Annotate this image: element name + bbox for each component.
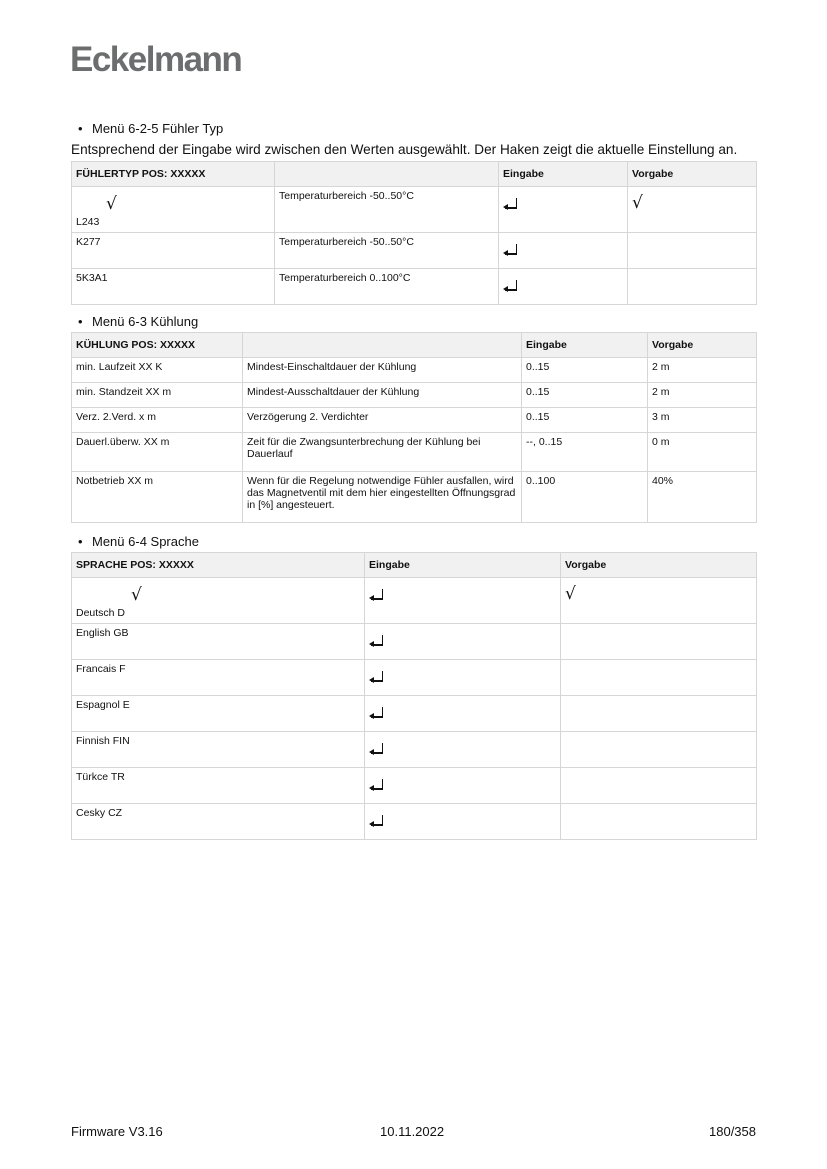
table-header-row <box>72 162 757 187</box>
parameter-input-range: 0..15 <box>522 383 648 408</box>
input-cell <box>365 578 561 624</box>
default-cell <box>561 768 757 804</box>
option-label: K277 <box>72 233 275 269</box>
column-header: Vorgabe <box>561 553 757 578</box>
parameter-name: Verz. 2.Verd. x m <box>72 408 243 433</box>
table-row <box>72 269 757 305</box>
parameter-description: Verzögerung 2. Verdichter <box>243 408 522 433</box>
table-row <box>72 578 757 624</box>
enter-key-icon <box>369 779 385 793</box>
enter-key-icon <box>503 280 519 294</box>
column-header <box>275 162 499 187</box>
table-row <box>72 696 757 732</box>
description-cell: Temperaturbereich -50..50°C <box>275 233 499 269</box>
intro-text: Entsprechend der Eingabe wird zwischen den Werten ausgewählt. Der Haken zeigt die aktuelle Einstellung an. <box>71 142 738 157</box>
table-row <box>72 768 757 804</box>
default-cell <box>561 732 757 768</box>
option-cell <box>72 187 275 233</box>
enter-key-icon <box>503 198 519 212</box>
input-cell <box>365 696 561 732</box>
table-header-row <box>72 553 757 578</box>
table-row <box>72 187 757 233</box>
check-mark-icon: √ <box>131 585 142 605</box>
check-mark-icon: √ <box>565 584 576 604</box>
default-cell <box>628 187 757 233</box>
column-header: Eingabe <box>499 162 628 187</box>
language-label: Türkce TR <box>72 768 365 804</box>
column-header: Eingabe <box>365 553 561 578</box>
option-label: 5K3A1 <box>72 269 275 305</box>
option-label: L243 <box>76 216 100 228</box>
default-cell <box>561 696 757 732</box>
input-cell <box>365 732 561 768</box>
enter-key-icon <box>369 707 385 721</box>
table-header-row <box>72 333 757 358</box>
default-cell <box>628 233 757 269</box>
column-header: KÜHLUNG POS: XXXXX <box>72 333 243 358</box>
footer-page-number: 180/358 <box>709 1124 756 1139</box>
sprache-table <box>71 552 757 840</box>
input-cell <box>365 660 561 696</box>
description-cell: Temperaturbereich 0..100°C <box>275 269 499 305</box>
default-cell <box>561 804 757 840</box>
column-header: FÜHLERTYP POS: XXXXX <box>72 162 275 187</box>
column-header <box>243 333 522 358</box>
language-label: Francais F <box>72 660 365 696</box>
language-label: English GB <box>72 624 365 660</box>
default-cell <box>561 660 757 696</box>
kuehlung-table <box>71 332 757 523</box>
input-cell <box>499 233 628 269</box>
input-cell <box>365 624 561 660</box>
fuehlertyp-table <box>71 161 757 305</box>
input-cell <box>365 804 561 840</box>
parameter-default: 2 m <box>648 383 757 408</box>
enter-key-icon <box>369 589 385 603</box>
parameter-default: 40% <box>648 472 757 523</box>
footer-date: 10.11.2022 <box>380 1124 445 1139</box>
enter-key-icon <box>369 635 385 649</box>
parameter-name: min. Laufzeit XX K <box>72 358 243 383</box>
parameter-description: Wenn für die Regelung notwendige Fühler ausfallen, wird das Magnetventil mit dem hier eingestellten Öffnungsgrad in [%] angesteuert. <box>243 472 522 523</box>
section-heading-sprache: • Menü 6-4 Sprache <box>78 534 199 549</box>
parameter-name: Notbetrieb XX m <box>72 472 243 523</box>
language-label: Espagnol E <box>72 696 365 732</box>
input-cell <box>499 269 628 305</box>
table-row <box>72 408 757 433</box>
table-row <box>72 660 757 696</box>
table-row <box>72 624 757 660</box>
parameter-name: Dauerl.überw. XX m <box>72 433 243 472</box>
description-cell: Temperaturbereich -50..50°C <box>275 187 499 233</box>
parameter-input-range: 0..15 <box>522 358 648 383</box>
table-row <box>72 732 757 768</box>
table-row <box>72 233 757 269</box>
parameter-default: 3 m <box>648 408 757 433</box>
column-header: Vorgabe <box>628 162 757 187</box>
language-label: Deutsch D <box>76 607 126 619</box>
parameter-input-range: --, 0..15 <box>522 433 648 472</box>
parameter-description: Zeit für die Zwangsunterbrechung der Kühlung bei Dauerlauf <box>243 433 522 472</box>
parameter-name: min. Standzeit XX m <box>72 383 243 408</box>
footer-firmware: Firmware V3.16 <box>71 1124 163 1139</box>
column-header: Eingabe <box>522 333 648 358</box>
section-heading-kuehlung: • Menü 6-3 Kühlung <box>78 314 199 329</box>
column-header: Vorgabe <box>648 333 757 358</box>
table-row <box>72 383 757 408</box>
table-row <box>72 472 757 523</box>
input-cell <box>499 187 628 233</box>
check-mark-icon: √ <box>632 193 643 213</box>
company-logo: Eckelmann <box>70 40 242 79</box>
parameter-default: 0 m <box>648 433 757 472</box>
column-header: SPRACHE POS: XXXXX <box>72 553 365 578</box>
enter-key-icon <box>369 671 385 685</box>
language-cell <box>72 578 365 624</box>
table-row <box>72 358 757 383</box>
enter-key-icon <box>503 244 519 258</box>
input-cell <box>365 768 561 804</box>
enter-key-icon <box>369 743 385 757</box>
default-cell <box>561 578 757 624</box>
language-label: Finnish FIN <box>72 732 365 768</box>
parameter-description: Mindest-Ausschaltdauer der Kühlung <box>243 383 522 408</box>
parameter-description: Mindest-Einschaltdauer der Kühlung <box>243 358 522 383</box>
parameter-default: 2 m <box>648 358 757 383</box>
section-heading-fuehler-typ: • Menü 6-2-5 Fühler Typ <box>78 121 224 136</box>
parameter-input-range: 0..15 <box>522 408 648 433</box>
enter-key-icon <box>369 815 385 829</box>
table-row <box>72 433 757 472</box>
default-cell <box>628 269 757 305</box>
language-label: Cesky CZ <box>72 804 365 840</box>
parameter-input-range: 0..100 <box>522 472 648 523</box>
default-cell <box>561 624 757 660</box>
check-mark-icon: √ <box>106 194 117 214</box>
table-row <box>72 804 757 840</box>
